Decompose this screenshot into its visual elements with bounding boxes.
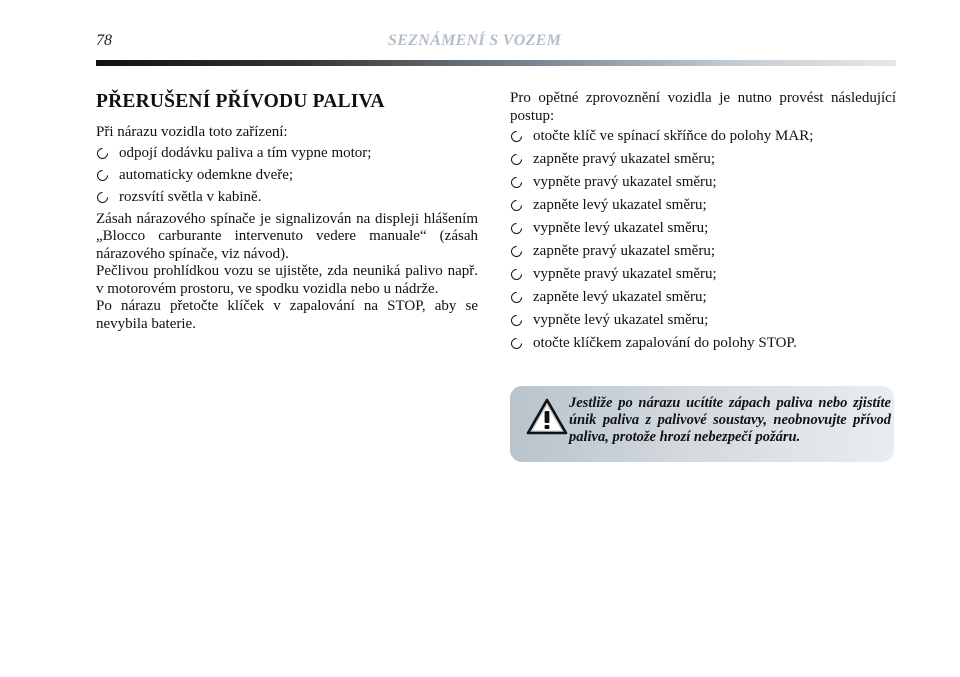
list-item: vypněte pravý ukazatel směru; <box>510 174 896 192</box>
header-rule <box>96 60 896 66</box>
bullet-icon <box>509 175 525 191</box>
bullet-icon <box>509 267 525 283</box>
bullet-icon <box>509 221 525 237</box>
device-actions-list <box>96 145 478 207</box>
list-item: vypněte pravý ukazatel směru; <box>510 266 896 284</box>
left-column <box>96 90 478 333</box>
list-item: zapněte levý ukazatel směru; <box>510 197 896 215</box>
list-item: odpojí dodávku paliva a tím vypne motor; <box>96 145 478 163</box>
reactivation-steps-list <box>510 128 896 353</box>
paragraph-key-stop: Po nárazu přetočte klíček v zapalování na STOP, aby se nevybila baterie. <box>96 298 478 332</box>
warning-triangle-icon <box>526 398 568 436</box>
warning-text: Jestliže po nárazu ucítíte zápach paliva nebo zjistíte únik paliva z palivové soustavy, neobnovujte přívod paliva, protože hrozí nebezpečí požáru. <box>569 395 891 445</box>
list-item: rozsvítí světla v kabině. <box>96 189 478 207</box>
right-intro: Pro opětné zprovoznění vozidla je nutno provést následující postup: <box>510 90 896 124</box>
list-item: otočte klíč ve spínací skříňce do polohy MAR; <box>510 128 896 146</box>
right-column <box>510 90 896 358</box>
list-item: zapněte pravý ukazatel směru; <box>510 243 896 261</box>
bullet-icon <box>509 129 525 145</box>
paragraph-display-message: Zásah nárazového spínače je signalizován na displeji hlášením „Blocco carburante intervenuto vedere manuale“ (zásah nárazového spínače, viz návod). <box>96 210 478 262</box>
page-number: 78 <box>96 32 112 49</box>
paragraph-inspection: Pečlivou prohlídkou vozu se ujistěte, zda neuniká palivo např. v motorovém prostoru, ve spodku vozidla nebo u nádrže. <box>96 263 478 297</box>
list-item: otočte klíčkem zapalování do polohy STOP. <box>510 335 896 353</box>
list-item: vypněte levý ukazatel směru; <box>510 312 896 330</box>
list-item: automaticky odemkne dveře; <box>96 167 478 185</box>
bullet-icon <box>509 290 525 306</box>
section-title: PŘERUŠENÍ PŘÍVODU PALIVA <box>96 91 385 112</box>
bullet-icon <box>509 313 525 329</box>
bullet-icon <box>509 244 525 260</box>
running-title: SEZNÁMENÍ S VOZEM <box>388 32 562 49</box>
bullet-icon <box>509 152 525 168</box>
bullet-icon <box>509 198 525 214</box>
bullet-icon <box>509 336 525 352</box>
list-item: vypněte levý ukazatel směru; <box>510 220 896 238</box>
left-intro: Při nárazu vozidla toto zařízení: <box>96 124 288 140</box>
bullet-icon <box>95 189 111 205</box>
list-item: zapněte pravý ukazatel směru; <box>510 151 896 169</box>
warning-box <box>510 386 894 462</box>
list-item: zapněte levý ukazatel směru; <box>510 289 896 307</box>
bullet-icon <box>95 145 111 161</box>
bullet-icon <box>95 167 111 183</box>
